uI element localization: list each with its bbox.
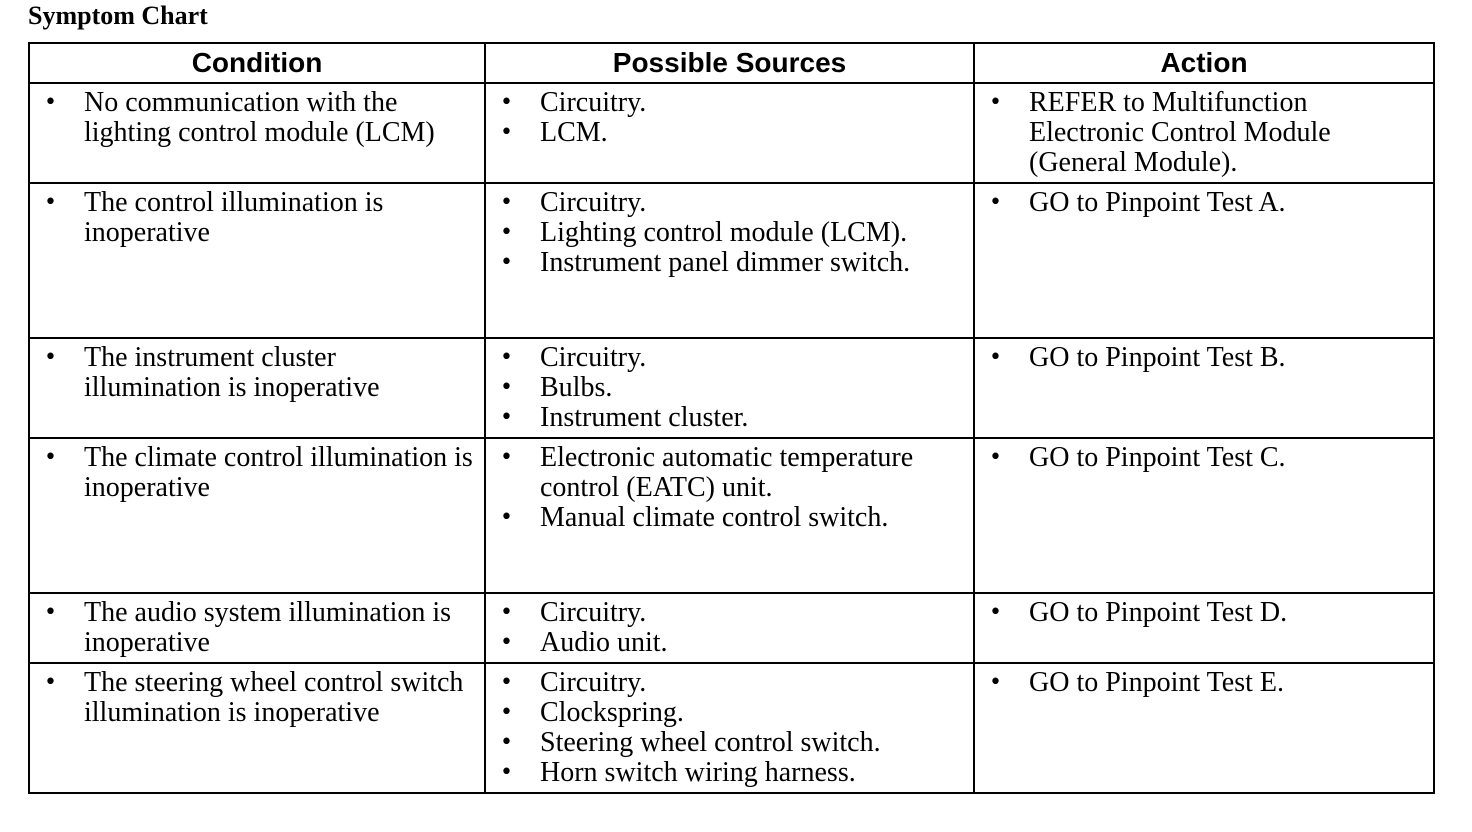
table-row — [29, 183, 1434, 338]
source-item: • Bulbs. — [486, 373, 967, 403]
source-item: • Clockspring. — [486, 698, 967, 728]
action-item: • GO to Pinpoint Test E. — [975, 668, 1427, 698]
page-title: Symptom Chart — [28, 1, 208, 30]
condition-item: • The steering wheel control switch illumination is inoperative — [30, 668, 478, 728]
source-item: • Circuitry. — [486, 188, 967, 218]
condition-cell — [29, 438, 485, 593]
action-cell — [974, 593, 1434, 663]
action-item: • REFER to Multifunction Electronic Control Module (General Module). — [975, 88, 1427, 178]
condition-item: • The control illumination is inoperative — [30, 188, 478, 248]
condition-cell — [29, 183, 485, 338]
action-item: • GO to Pinpoint Test D. — [975, 598, 1427, 628]
source-item: • Electronic automatic temperature control (EATC) unit. — [486, 443, 967, 503]
action-cell — [974, 338, 1434, 438]
source-item: • LCM. — [486, 118, 967, 148]
table-row — [29, 438, 1434, 593]
condition-cell — [29, 663, 485, 793]
sources-cell — [485, 663, 974, 793]
action-item: • GO to Pinpoint Test B. — [975, 343, 1427, 373]
source-item: • Instrument panel dimmer switch. — [486, 248, 967, 278]
source-item: • Audio unit. — [486, 628, 967, 658]
action-item: • GO to Pinpoint Test C. — [975, 443, 1427, 473]
condition-cell — [29, 338, 485, 438]
source-item: • Circuitry. — [486, 88, 967, 118]
table-row — [29, 593, 1434, 663]
condition-item: • The climate control illumination is inoperative — [30, 443, 478, 503]
action-cell — [974, 663, 1434, 793]
symptom-chart-table — [28, 42, 1435, 794]
source-item: • Instrument cluster. — [486, 403, 967, 433]
sources-cell — [485, 338, 974, 438]
table-row — [29, 83, 1434, 183]
source-item: • Lighting control module (LCM). — [486, 218, 967, 248]
action-cell — [974, 83, 1434, 183]
condition-item: • No communication with the lighting control module (LCM) — [30, 88, 478, 148]
sources-cell — [485, 83, 974, 183]
source-item: • Manual climate control switch. — [486, 503, 967, 533]
condition-header: Condition — [29, 43, 485, 83]
condition-item: • The instrument cluster illumination is inoperative — [30, 343, 478, 403]
table-row — [29, 338, 1434, 438]
action-item: • GO to Pinpoint Test A. — [975, 188, 1427, 218]
source-item: • Steering wheel control switch. — [486, 728, 967, 758]
sources-cell — [485, 183, 974, 338]
condition-cell — [29, 83, 485, 183]
action-cell — [974, 183, 1434, 338]
source-item: • Horn switch wiring harness. — [486, 758, 967, 788]
possible-sources-header: Possible Sources — [485, 43, 974, 83]
sources-cell — [485, 438, 974, 593]
action-cell — [974, 438, 1434, 593]
source-item: • Circuitry. — [486, 343, 967, 373]
condition-item: • The audio system illumination is inoperative — [30, 598, 478, 658]
sources-cell — [485, 593, 974, 663]
action-header: Action — [974, 43, 1434, 83]
source-item: • Circuitry. — [486, 668, 967, 698]
table-row — [29, 663, 1434, 793]
header-row — [29, 43, 1434, 83]
condition-cell — [29, 593, 485, 663]
source-item: • Circuitry. — [486, 598, 967, 628]
